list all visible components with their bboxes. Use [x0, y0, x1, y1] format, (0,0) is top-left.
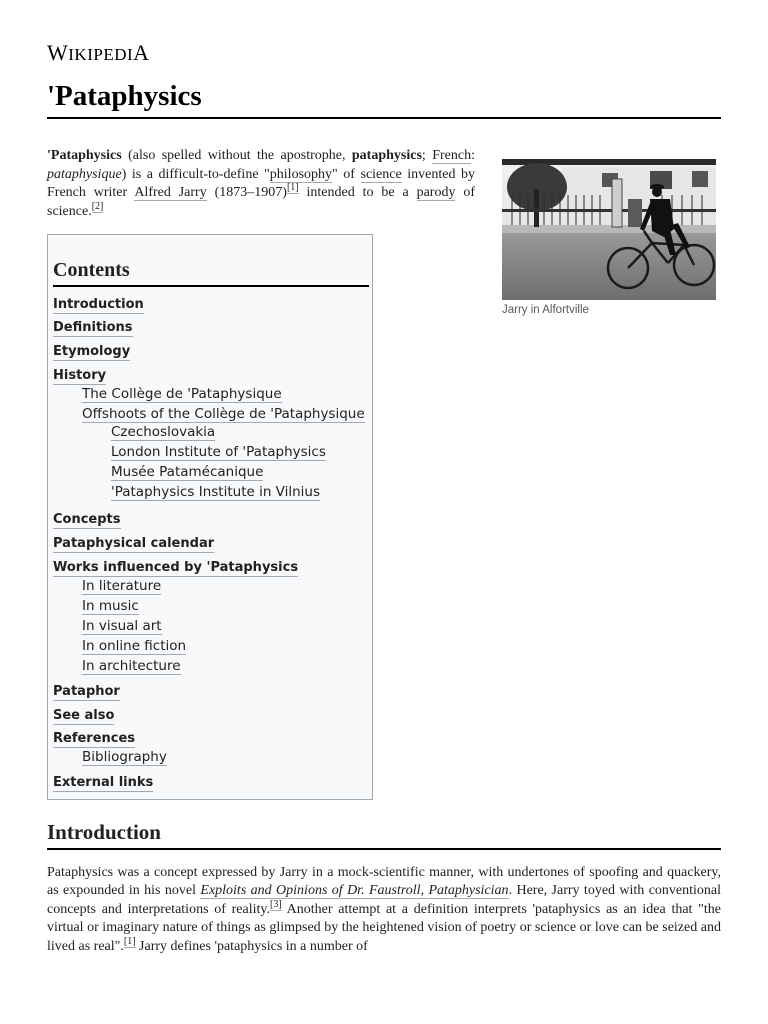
- toc-item-bibliography[interactable]: Bibliography: [82, 749, 167, 765]
- toc-item-concepts[interactable]: Concepts: [53, 512, 121, 527]
- lead-text: (1873–1907): [206, 185, 287, 200]
- toc-item-literature[interactable]: In literature: [82, 578, 162, 594]
- toc-item-music[interactable]: In music: [82, 598, 139, 614]
- link-science[interactable]: science: [360, 166, 402, 182]
- intro-text: Pataphysics was a concept expressed by Jarry in a mock-scientific manner, with undertones of spoofing and quackery, as expounded in his novel: [47, 865, 721, 899]
- lead-text: invented by French writer: [47, 166, 475, 200]
- link-faustroll[interactable]: Exploits and Opinions of Dr. Faustroll, Pataphysician: [200, 883, 509, 899]
- toc-item-czechoslovakia[interactable]: Czechoslovakia: [111, 424, 216, 440]
- toc-item-pataphor[interactable]: Pataphor: [53, 684, 120, 699]
- toc-title: Contents: [53, 259, 369, 287]
- figure-thumbnail: [502, 159, 716, 316]
- intro-text: Jarry defines 'pataphysics in a number of: [135, 938, 368, 954]
- wordmark-final: A: [133, 40, 150, 65]
- lead-text: ;: [421, 148, 433, 163]
- toc-item-calendar[interactable]: Pataphysical calendar: [53, 536, 215, 551]
- lead-text: (also spelled without the apostrophe,: [121, 148, 352, 163]
- figure-caption: Jarry in Alfortville: [502, 304, 589, 316]
- toc-item-london-institute[interactable]: London Institute of 'Pataphysics: [111, 444, 326, 460]
- toc-item-references[interactable]: References: [53, 731, 136, 746]
- lead-paragraph: [47, 147, 475, 221]
- toc-item-vilnius[interactable]: 'Pataphysics Institute in Vilnius: [111, 484, 321, 500]
- table-of-contents: [47, 234, 373, 800]
- lead-text: " of: [332, 166, 361, 182]
- link-philosophy[interactable]: philosophy: [269, 166, 333, 182]
- toc-item-online-fiction[interactable]: In online fiction: [82, 638, 187, 654]
- toc-item-etymology[interactable]: Etymology: [53, 344, 131, 359]
- toc-item-history[interactable]: History: [53, 368, 107, 383]
- toc-item-college[interactable]: The Collège de 'Pataphysique: [82, 386, 282, 402]
- jarry-bicycle-photo[interactable]: [502, 159, 716, 300]
- toc-item-offshoots[interactable]: Offshoots of the Collège de 'Pataphysique: [82, 406, 365, 422]
- lead-text: :: [471, 148, 475, 163]
- toc-item-definitions[interactable]: Definitions: [53, 320, 133, 335]
- intro-text: . Here, Jarry toyed with conventional concepts and interpretations of reality.: [47, 883, 722, 917]
- toc-item-works[interactable]: Works influenced by 'Pataphysics: [53, 560, 299, 575]
- section-heading-introduction: Introduction: [47, 820, 721, 850]
- wordmark-smallcaps: IKIPEDI: [68, 45, 134, 64]
- reference-link[interactable]: [1]: [286, 182, 299, 194]
- toc-item-musee[interactable]: Musée Patamécanique: [111, 464, 264, 480]
- wordmark-initial: W: [47, 40, 69, 65]
- lead-text: of science.: [47, 185, 476, 219]
- wikipedia-wordmark[interactable]: [47, 40, 150, 66]
- link-alfred-jarry[interactable]: Alfred Jarry: [134, 185, 207, 200]
- toc-item-visual-art[interactable]: In visual art: [82, 618, 162, 634]
- lead-text: intended to be a: [298, 185, 417, 200]
- toc-item-introduction[interactable]: Introduction: [53, 297, 144, 312]
- reference-link[interactable]: [2]: [91, 200, 104, 212]
- toc-item-see-also[interactable]: See also: [53, 708, 115, 723]
- link-french[interactable]: French: [432, 148, 472, 163]
- toc-item-architecture[interactable]: In architecture: [82, 658, 181, 674]
- lead-french-term: pataphysique: [47, 166, 122, 182]
- page-title: 'Pataphysics: [47, 78, 721, 119]
- lead-alt-term: pataphysics: [351, 148, 422, 163]
- toc-item-external-links[interactable]: External links: [53, 775, 154, 790]
- lead-term: 'Pataphysics: [47, 148, 122, 163]
- link-parody[interactable]: parody: [416, 185, 456, 200]
- reference-link[interactable]: [1]: [123, 935, 136, 947]
- lead-text: ) is a difficult-to-define ": [121, 166, 270, 182]
- intro-text: Another attempt at a definition interprets 'pataphysics as an idea that "the virtual or imaginary nature of things as glimpsed by the heightened vision of poetry or science or love can be seized and lived as real".: [47, 901, 721, 954]
- introduction-paragraph: [47, 864, 721, 956]
- reference-link[interactable]: [3]: [270, 899, 282, 911]
